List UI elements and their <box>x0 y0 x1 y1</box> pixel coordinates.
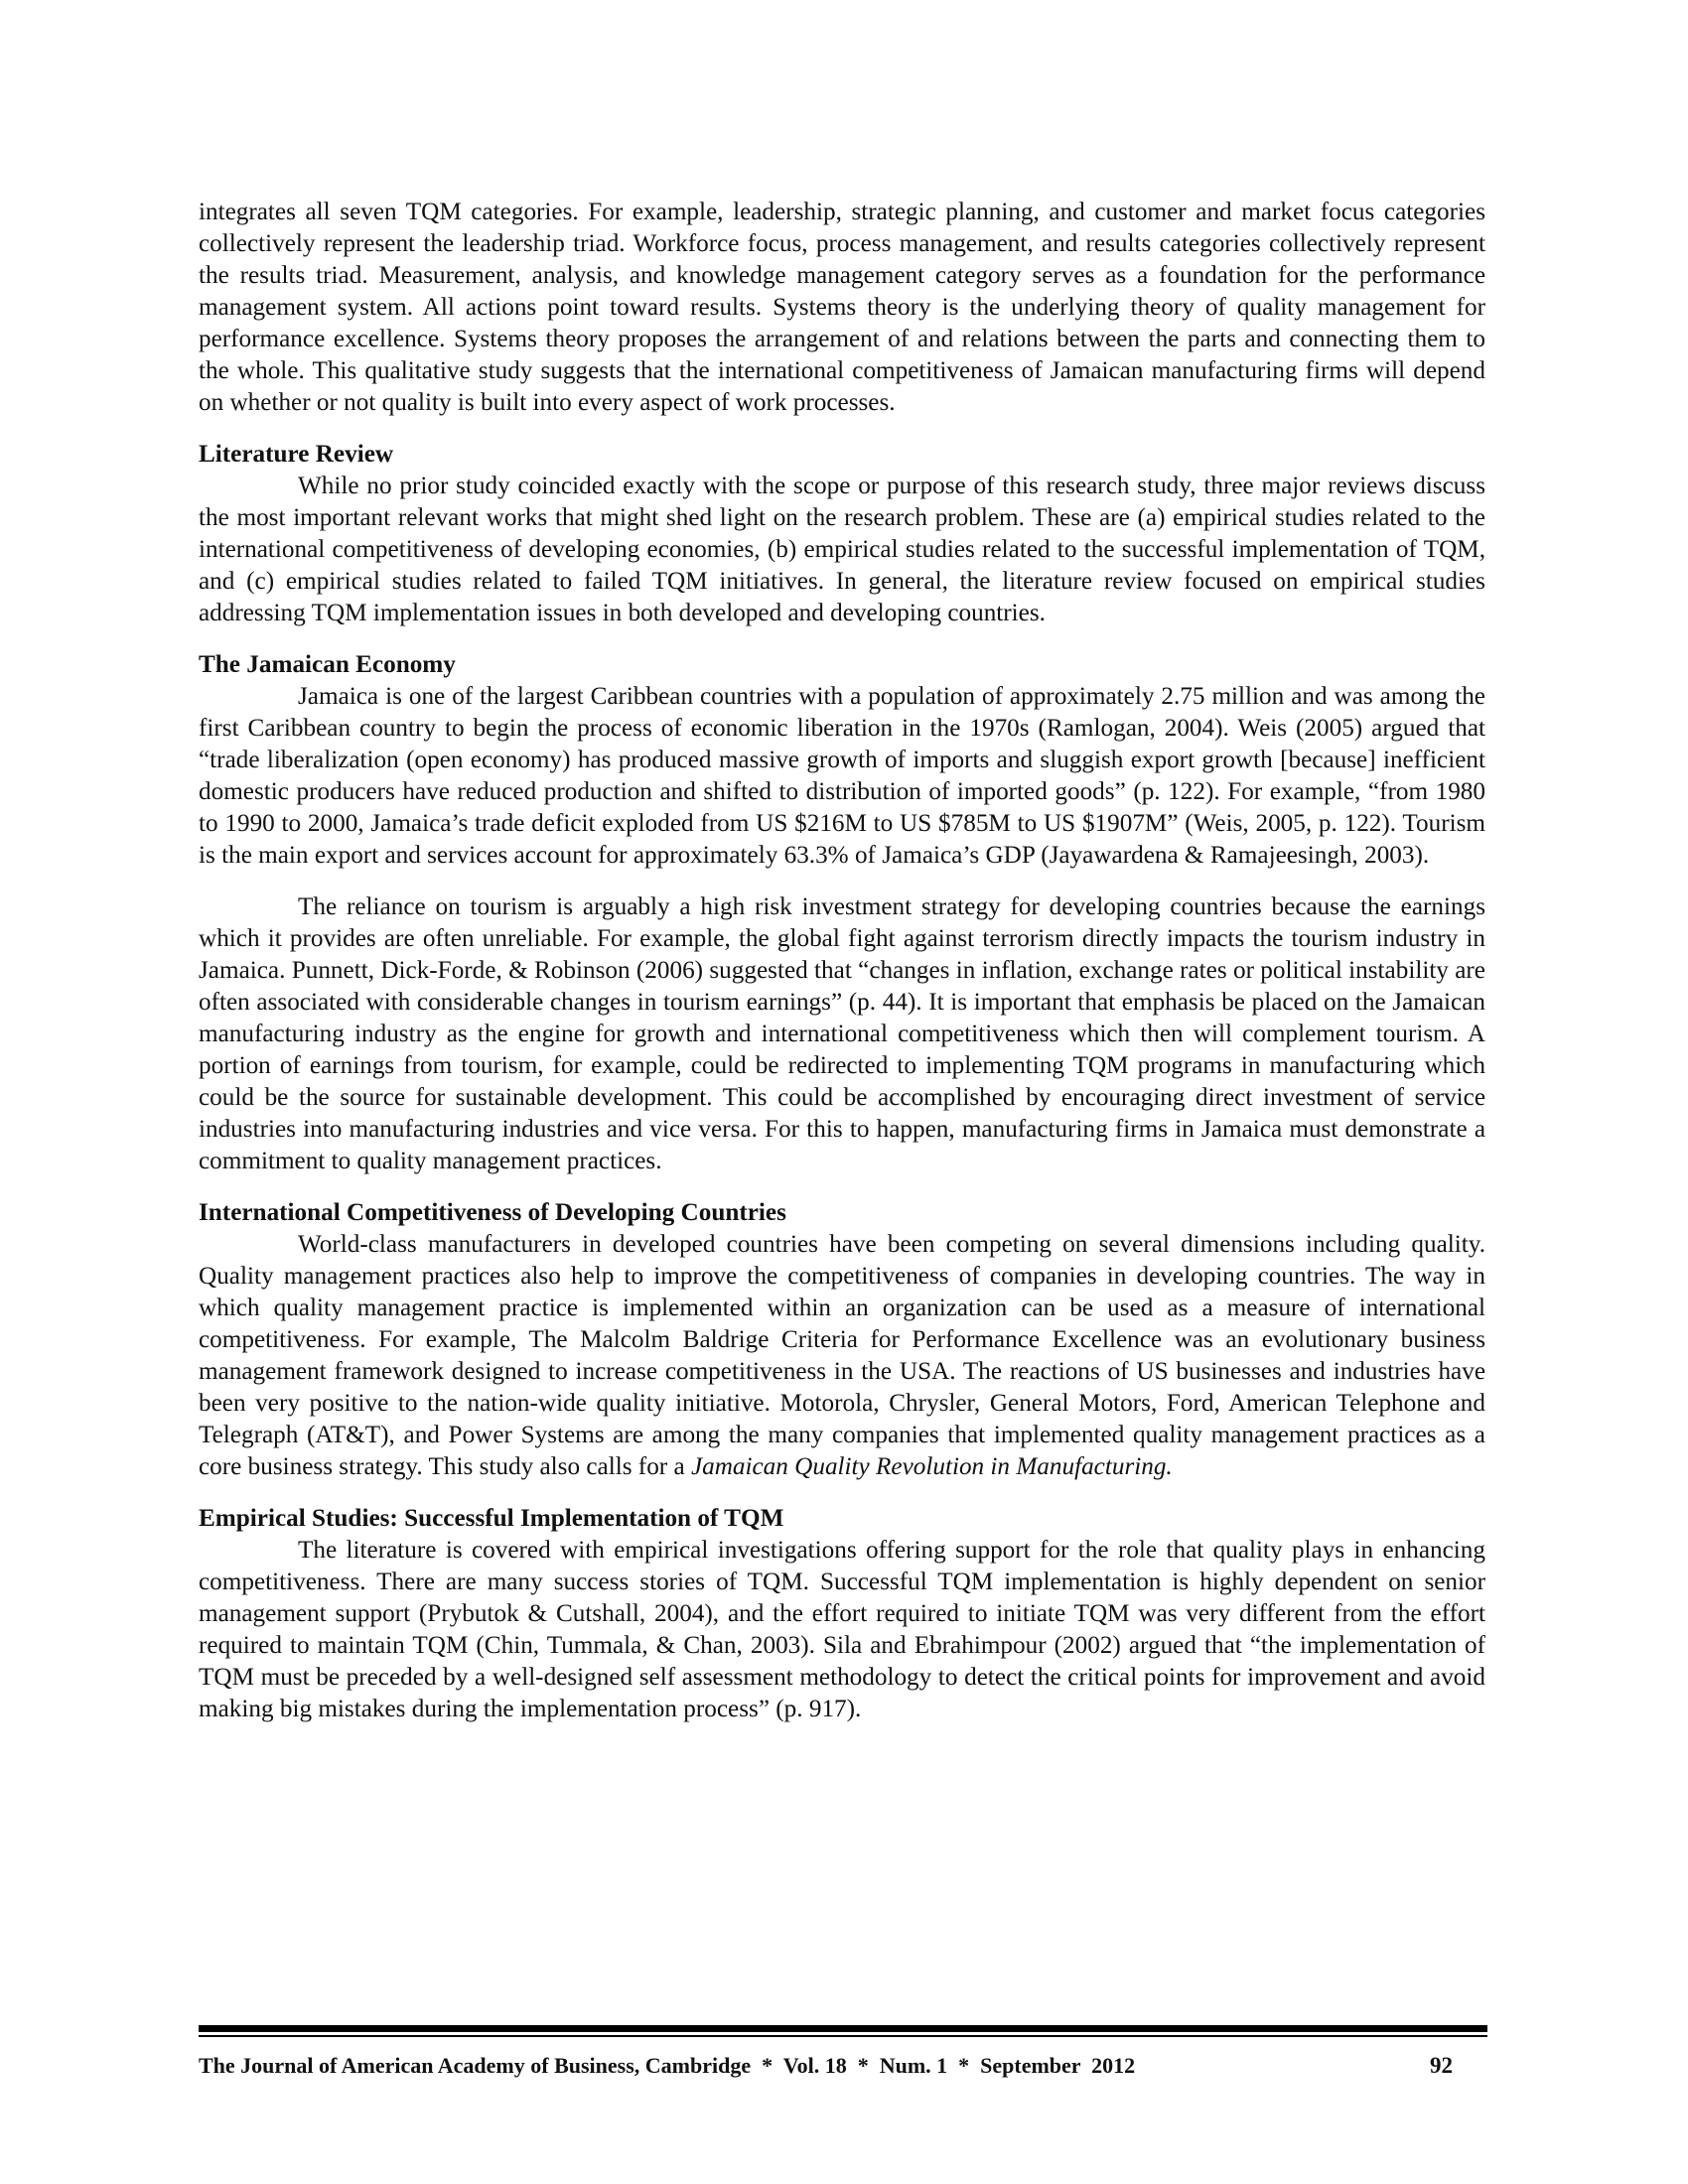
italic-quality-revolution: Jamaican Quality Revolution in Manufacturing. <box>690 1453 1173 1480</box>
paragraph-intro: integrates all seven TQM categories. For example, leadership, strategic planning, and customer and market focus categories collectively represent the leadership triad. Workforce focus, process management, and results categories collectively represent the results triad. Measurement, analysis, and knowledge management category serves as a foundation for the performance management system. All actions point toward results. Systems theory is the underlying theory of quality management for performance excellence. Systems theory proposes the arrangement of and relations between the parts and connecting them to the whole. This qualitative study suggests that the international competitiveness of Jamaican manufacturing firms will depend on whether or not quality is built into every aspect of work processes. <box>199 199 1485 416</box>
paragraph-jamaican-economy-2: The reliance on tourism is arguably a high risk investment strategy for developing countries because the earnings which it provides are often unreliable. For example, the global fight against terrorism directly impacts the tourism industry in Jamaica. Punnett, Dick-Forde, & Robinson (2006) suggested that “changes in inflation, exchange rates or political instability are often associated with considerable changes in tourism earnings” (p. 44). It is important that emphasis be placed on the Jamaican manufacturing industry as the engine for growth and international competitiveness which then will complement tourism. A portion of earnings from tourism, for example, could be redirected to implementing TQM programs in manufacturing which could be the source for sustainable development. This could be accomplished by encouraging direct investment of service industries into manufacturing industries and vice versa. For this to happen, manufacturing firms in Jamaica must demonstrate a commitment to quality management practices. <box>199 893 1485 1174</box>
paragraph-international-competitiveness <box>199 1229 1485 1483</box>
paragraph-international-text: World-class manufacturers in developed countries have been competing on several dimensions including quality. Quality management practices also help to improve the competitiveness of companies in developing countries. The way in which quality management practice is implemented within an organization can be used as a measure of international competitiveness. For example, The Malcolm Baldrige Criteria for Performance Excellence was an evolutionary business management framework designed to increase competitiveness in the USA. The reactions of US businesses and industries have been very positive to the nation-wide quality initiative. Motorola, Chrysler, General Motors, Ford, American Telephone and Telegraph (AT&T), and Power Systems are among the many companies that implemented quality management practices as a core business strategy. This study also calls for a <box>199 1231 1485 1480</box>
paragraph-literature-review: While no prior study coincided exactly with the scope or purpose of this research study, three major reviews discuss the most important relevant works that might shed light on the research problem. These are (a) empirical studies related to the international competitiveness of developing economies, (b) empirical studies related to the successful implementation of TQM, and (c) empirical studies related to failed TQM initiatives. In general, the literature review focused on empirical studies addressing TQM implementation issues in both developed and developing countries. <box>199 473 1485 626</box>
page-number: 92 <box>1430 2053 1453 2078</box>
heading-literature-review: Literature Review <box>199 441 394 468</box>
heading-empirical-studies: Empirical Studies: Successful Implementation of TQM <box>199 1505 784 1532</box>
paragraph-empirical-studies: The literature is covered with empirical investigations offering support for the role that quality plays in enhancing competitiveness. There are many success stories of TQM. Successful TQM implementation is highly dependent on senior management support (Prybutok & Cutshall, 2004), and the effort required to initiate TQM was very different from the effort required to maintain TQM (Chin, Tummala, & Chan, 2003). Sila and Ebrahimpour (2002) argued that “the implementation of TQM must be preceded by a well-designed self assessment methodology to detect the critical points for improvement and avoid making big mistakes during the implementation process” (p. 917). <box>199 1537 1485 1722</box>
heading-international-competitiveness: International Competitiveness of Developing Countries <box>199 1199 786 1226</box>
paragraph-jamaican-economy-1: Jamaica is one of the largest Caribbean countries with a population of approximately 2.75 million and was among the first Caribbean country to begin the process of economic liberation in the 1970s (Ramlogan, 2004). Weis (2005) argued that “trade liberalization (open economy) has produced massive growth of imports and sluggish export growth [because] inefficient domestic producers have reduced production and shifted to distribution of imported goods” (p. 122). For example, “from 1980 to 1990 to 2000, Jamaica’s trade deficit exploded from US $216M to US $785M to US $1907M” (Weis, 2005, p. 122). Tourism is the main export and services account for approximately 63.3% of Jamaica’s GDP (Jayawardena & Ramajeesingh, 2003). <box>199 683 1485 869</box>
page-footer <box>199 2053 1487 2079</box>
footer-rule-thin <box>199 2035 1487 2037</box>
footer-journal-citation: The Journal of American Academy of Business, Cambridge * Vol. 18 * Num. 1 * September 2012 <box>199 2053 1136 2078</box>
heading-jamaican-economy: The Jamaican Economy <box>199 651 456 678</box>
footer-rule-thick <box>199 2025 1487 2032</box>
page-body <box>199 197 1485 1725</box>
